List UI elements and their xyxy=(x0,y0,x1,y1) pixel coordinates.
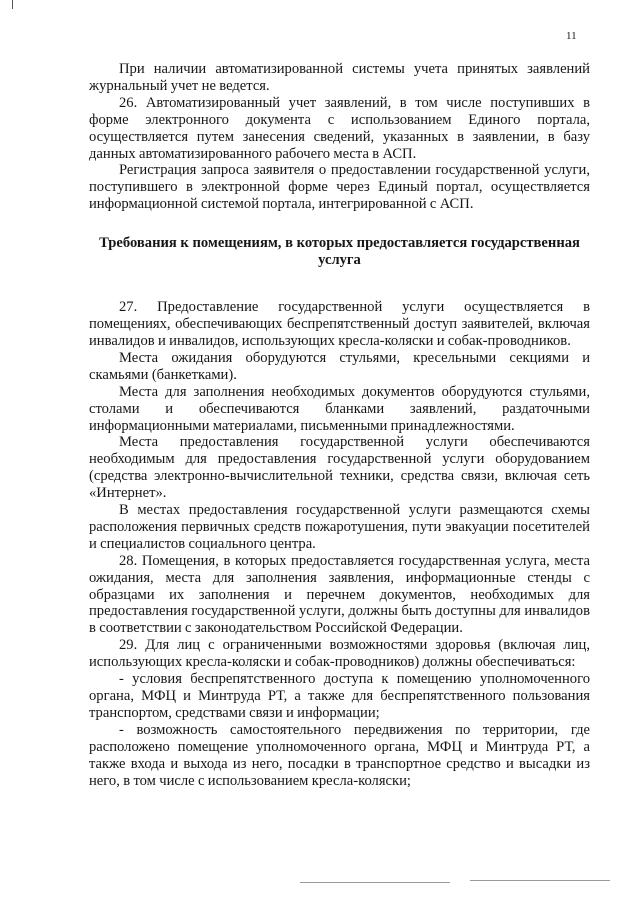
list-item-movement: - возможность самостоятельного передвижения по территории, где расположено помещение уполномоченного органа, МФЦ и Минтруда РТ, а также входа и выхода из него, посадки в транспортное средство и высадки из него, в том числе с использованием кресла-коляски; xyxy=(89,721,590,789)
paragraph-filling-places: Места для заполнения необходимых документов оборудуются стульями, столами и обеспечиваются бланками заявлений, раздаточными информационными материалами, письменными принадлежностями. xyxy=(89,383,590,434)
paragraph-27: 27. Предоставление государственной услуги осуществляется в помещениях, обеспечивающих беспрепятственный доступ заявителей, включая инвалидов и инвалидов, использующих кресла-коляски и собак-проводников. xyxy=(89,299,590,349)
paragraph-26: 26. Автоматизированный учет заявлений, в том числе поступивших в форме электронного документа с использованием Единого портала, осуществляется путем занесения сведений, указанных в заявлении, в базу данных автоматизированного рабочего места в АСП. xyxy=(89,94,590,162)
scan-edge-mark xyxy=(12,0,13,9)
paragraph-journal-note: При наличии автоматизированной системы учета принятых заявлений журнальный учет не ведется. xyxy=(89,61,590,94)
scan-footer-lines xyxy=(300,876,620,896)
paragraph-29: 29. Для лиц с ограниченными возможностями здоровья (включая лиц, использующих кресла-коляски и собак-проводников) должны обеспечиваться: xyxy=(89,637,590,671)
paragraph-registration: Регистрация запроса заявителя о предоставлении государственной услуги, поступившего в электронной форме через Единый портал, осуществляется информационной системой портала, интегрированной с АСП. xyxy=(89,162,590,213)
paragraph-evacuation: В местах предоставления государственной услуги размещаются схемы расположения первичных средств пожаротушения, пути эвакуации посетителей и специалистов социального центра. xyxy=(89,502,590,552)
section-heading: Требования к помещениям, в которых предоставляется государственная услуга xyxy=(99,235,580,269)
paragraph-28: 28. Помещения, в которых предоставляется государственная услуга, места ожидания, места для заполнения заявления, информационные стенды с образцами их заполнения и перечнем документов, необходимых для предоставления государственной услуги, должны быть доступны для инвалидов в соответствии с законодательством Российской Федерации. xyxy=(89,552,590,637)
list-item-access: - условия беспрепятственного доступа к помещению уполномоченного органа, МФЦ и Минтруда РТ, а также для беспрепятственного пользования транспортом, средствами связи и информации; xyxy=(89,671,590,721)
paragraph-equipment: Места предоставления государственной услуги обеспечиваются необходимым для предоставления государственной услуги оборудованием (средства электронно-вычислительной техники, средства связи, включая сеть «Интернет». xyxy=(89,434,590,502)
document-body xyxy=(89,61,590,789)
paragraph-waiting-places: Места ожидания оборудуются стульями, кресельными секциями и скамьями (банкетками). xyxy=(89,349,590,383)
page-number: 11 xyxy=(566,30,577,42)
